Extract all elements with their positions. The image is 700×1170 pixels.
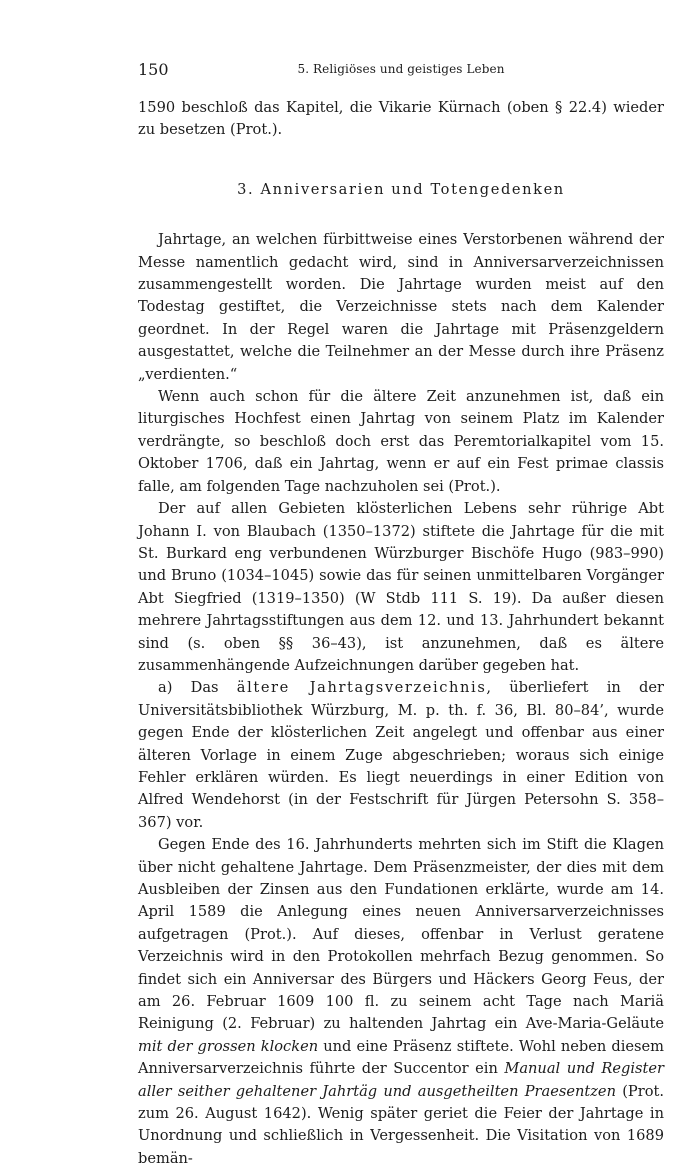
section-heading: 3. Anniversarien und Totengedenken	[237, 180, 565, 198]
paragraph-2: Wenn auch schon für die ältere Zeit anzunehmen ist, daß ein liturgisches Hochfest einen Jahrtag von seinem Platz im Kalender verdrängte, so beschloß doch erst das Peremtorialkapitel vom 15. Oktober 1706, daß ein Jahrtag, wenn er auf ein Fest primae classis falle, am folgenden Tage nachzuholen sei (Prot.).	[138, 388, 664, 495]
paragraph-5-part-2: und eine Präsenz stiftete. Wohl neben diesem Anniversarverzeichnis führte der Succentor ein	[138, 1037, 664, 1078]
paragraph-4-prefix: a) Das	[158, 679, 237, 697]
paragraph-4-text: , überliefert in der Universitätsbibliothek Würzburg, M. p. th. f. 36, Bl. 80–84’, wurde gegen Ende der klösterlichen Zeit angelegt und offenbar aus einer älteren Vorlage in einem Zuge abgeschrieben; woraus sich einige Fehler erklären würden. Es liegt neuerdings in einer Edition von Alfred Wendehorst (in der Festschrift für Jürgen Petersohn S. 358–367) vor.	[138, 679, 664, 831]
page-number: 150	[138, 60, 169, 79]
intro-paragraph: 1590 beschloß das Kapitel, die Vikarie Kürnach (oben § 22.4) wieder zu besetzen (Prot.).	[138, 99, 664, 139]
quote-grossen-klocken: mit der grossen klocken	[138, 1037, 319, 1055]
quote-manual-und-register: Manual und Register aller seither gehaltener Jahrtäg und ausgetheilten Praesentzen	[138, 1060, 664, 1100]
paragraph-3: Der auf allen Gebieten klösterlichen Lebens sehr rührige Abt Johann I. von Blaubach (1350–1372) stiftete die Jahrtage für die mit St. Burkard eng verbundenen Würzburger Bischöfe Hugo (983–990) und Bruno (1034–1045) sowie das für seinen unmittelbaren Vorgänger Abt Siegfried (1319–1350) (W Stdb 111 S. 19). Da außer diesen mehrere Jahrtagsstiftungen aus dem 12. und 13. Jahrhundert bekannt sind (s. oben §§ 36–43), ist anzunehmen, daß es ältere zusammenhängende Aufzeichnungen darüber gegeben hat.	[138, 500, 664, 674]
paragraph-5-part-1: Gegen Ende des 16. Jahrhunderts mehrten sich im Stift die Klagen über nicht gehaltene Jahrtage. Dem Präsenzmeister, der dies mit dem Ausbleiben der Zinsen aus den Fundationen erklärte, wurde am 14. April 1589 die Anlegung eines neuen Anniversarverzeichnisses aufgetragen (Prot.). Auf dieses, offenbar in Verlust geratene Verzeichnis wird in den Protokollen mehrfach Bezug genommen. So findet sich ein Anniversar des Bürgers und Häckers Georg Feus, der am 26. Februar 1609 100 fl. zu seinem acht Tage nach Mariä Reinigung (2. Februar) zu haltenden Jahrtag ein Ave-Maria-Geläute	[138, 836, 664, 1033]
paragraph-5	[138, 834, 664, 1170]
older-anniversary-register-term: ältere Jahrtagsverzeichnis	[236, 679, 487, 697]
paragraph-4	[138, 677, 664, 834]
paragraph-5-part-3: (Prot. zum 26. August 1642). Wenig später geriet die Feier der Jahrtage in Unordnung und schließlich in Vergessenheit. Die Visitation von 1689 bemän-	[138, 1082, 664, 1167]
paragraph-1: Jahrtage, an welchen fürbittweise eines Verstorbenen während der Messe namentlich gedacht wird, sind in Anniversarverzeichnissen zusammengestellt worden. Die Jahrtage wurden meist auf den Todestag gestiftet, die Verzeichnisse stets nach dem Kalender geordnet. In der Regel waren die Jahrtage mit Präsenzgeldern ausgestattet, welche die Teilnehmer an der Messe durch ihre Präsenz „verdienten.“	[138, 231, 664, 383]
running-title: 5. Religiöses und geistiges Leben	[297, 62, 505, 76]
body-text	[138, 97, 664, 1170]
running-head	[138, 60, 664, 82]
